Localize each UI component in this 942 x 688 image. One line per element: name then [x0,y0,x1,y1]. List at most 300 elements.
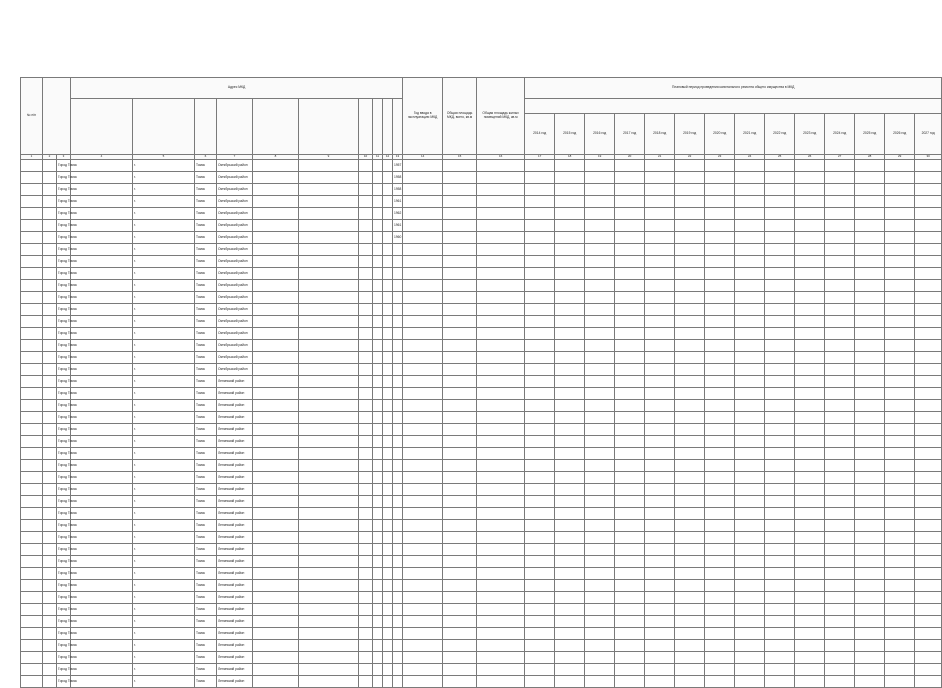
plan-period-cell [735,376,765,388]
settlement-cell [71,328,133,340]
plan-period-cell [885,340,915,352]
locality-cell: Томск [195,412,217,424]
plan-period-cell [675,460,705,472]
locality-type-cell: г. [133,520,195,532]
settlement-cell [71,208,133,220]
row-number-cell [21,460,43,472]
row-number-cell [21,640,43,652]
plan-period-cell [915,616,942,628]
column-number: 11 [373,155,383,160]
house-id-cell [43,460,57,472]
living-area-cell [443,160,477,172]
living-area-cell [443,616,477,628]
plan-period-cell [765,628,795,640]
plan-period-cell [477,592,525,604]
plan-period-cell [795,376,825,388]
plan-period-cell [645,640,675,652]
year-built-cell [393,532,403,544]
plan-period-cell [555,664,585,676]
plan-period-cell [477,232,525,244]
plan-period-cell [645,664,675,676]
house-id-cell [43,424,57,436]
row-number-cell [21,604,43,616]
plan-period-cell [585,484,615,496]
municipality-cell: Город Томск [57,628,71,640]
plan-period-cell [735,316,765,328]
house-number-cell [253,412,299,424]
plan-period-cell [477,628,525,640]
district-cell: Ленинский район [217,604,253,616]
district-cell: Ленинский район [217,424,253,436]
district-cell: Октябрьский район [217,256,253,268]
locality-cell: Томск [195,424,217,436]
liter-cell [373,400,383,412]
plan-period-cell [645,508,675,520]
house-id-cell [43,376,57,388]
korpus-cell [299,532,359,544]
plan-period-cell [525,676,555,688]
municipality-cell: Город Томск [57,580,71,592]
total-area-cell [403,496,443,508]
living-area-cell [443,544,477,556]
district-cell: Ленинский район [217,616,253,628]
table-row [21,160,942,172]
plan-period-cell [555,652,585,664]
locality-type-cell: г. [133,436,195,448]
district-cell: Ленинский район [217,580,253,592]
plan-period-cell [477,328,525,340]
plan-period-cell [525,412,555,424]
plan-period-cell [705,196,735,208]
plan-period-cell [765,340,795,352]
korpus-cell [299,328,359,340]
plan-period-cell [795,256,825,268]
total-area-cell [403,232,443,244]
total-area-cell [403,388,443,400]
year-built-cell: 1961 [393,220,403,232]
plan-period-cell [585,556,615,568]
plan-period-cell [525,196,555,208]
plan-period-cell [615,532,645,544]
plan-period-cell [705,244,735,256]
korpus-cell [299,472,359,484]
plan-period-cell [555,172,585,184]
plan-period-cell [675,352,705,364]
plan-period-cell [705,484,735,496]
plan-period-cell [555,364,585,376]
register-table-container [20,77,935,688]
plan-period-cell [765,544,795,556]
liter-cell [373,532,383,544]
plan-period-cell [477,268,525,280]
liter-cell [373,304,383,316]
plan-period-cell [885,220,915,232]
plan-period-cell [585,532,615,544]
house-number-cell [253,640,299,652]
living-area-cell [443,424,477,436]
locality-type-cell: г. [133,616,195,628]
plan-period-cell [765,208,795,220]
plan-period-cell [795,556,825,568]
plan-period-cell [765,652,795,664]
locality-type-cell: г. [133,412,195,424]
plan-period-cell [675,556,705,568]
plan-period-cell [825,304,855,316]
plan-period-cell [555,352,585,364]
plan-period-cell [645,436,675,448]
locality-type-cell: г. [133,676,195,688]
korpus-cell [299,280,359,292]
plan-period-cell [825,640,855,652]
plan-period-cell [735,292,765,304]
building-cell [359,268,373,280]
street-cell [383,268,393,280]
plan-period-cell [825,244,855,256]
building-cell [359,532,373,544]
district-cell: Ленинский район [217,508,253,520]
living-area-cell [443,316,477,328]
plan-period-cell [795,544,825,556]
plan-period-cell [675,532,705,544]
korpus-cell [299,520,359,532]
locality-type-cell: г. [133,256,195,268]
house-id-cell [43,328,57,340]
col-locality-type-header [195,99,217,155]
table-row [21,196,942,208]
plan-period-cell [585,448,615,460]
table-row [21,292,942,304]
plan-period-cell [645,196,675,208]
liter-cell [373,352,383,364]
table-row [21,664,942,676]
plan-period-cell [855,208,885,220]
plan-period-cell [555,592,585,604]
plan-period-cell [675,280,705,292]
year-built-cell [393,244,403,256]
living-area-cell [443,448,477,460]
table-row [21,208,942,220]
plan-period-cell [915,676,942,688]
house-id-cell [43,172,57,184]
plan-period-cell [615,484,645,496]
plan-period-cell [885,232,915,244]
street-cell [383,292,393,304]
settlement-cell [71,544,133,556]
plan-period-cell [477,640,525,652]
plan-period-cell [765,616,795,628]
district-cell: Ленинский район [217,496,253,508]
plan-period-cell [645,316,675,328]
plan-period-cell [675,484,705,496]
house-id-cell [43,520,57,532]
col-district-header [253,99,299,155]
building-cell [359,328,373,340]
korpus-cell [299,388,359,400]
plan-period-cell [525,532,555,544]
plan-period-cell [555,184,585,196]
table-row [21,568,942,580]
district-cell: Ленинский район [217,460,253,472]
house-number-cell [253,244,299,256]
plan-period-cell [585,316,615,328]
living-area-cell [443,172,477,184]
plan-period-cell [735,676,765,688]
locality-cell: Томск [195,460,217,472]
plan-period-cell [735,352,765,364]
house-id-cell [43,352,57,364]
house-id-cell [43,580,57,592]
korpus-cell [299,208,359,220]
plan-period-cell [477,184,525,196]
plan-period-cell [855,232,885,244]
total-area-cell [403,364,443,376]
plan-period-cell [795,676,825,688]
living-area-cell [443,532,477,544]
plan-period-cell [855,676,885,688]
plan-period-cell [477,400,525,412]
year-built-cell [393,484,403,496]
plan-period-cell [705,508,735,520]
locality-cell: Томск [195,220,217,232]
plan-period-cell [645,340,675,352]
liter-cell [373,424,383,436]
total-area-cell [403,556,443,568]
plan-period-cell [855,472,885,484]
plan-period-cell [765,436,795,448]
house-number-cell [253,664,299,676]
korpus-cell [299,508,359,520]
plan-period-cell [645,496,675,508]
building-cell [359,280,373,292]
municipality-cell: Город Томск [57,196,71,208]
row-number-cell [21,580,43,592]
house-id-cell [43,184,57,196]
plan-period-cell [855,172,885,184]
plan-period-cell [555,280,585,292]
plan-period-cell [795,184,825,196]
municipality-cell: Город Томск [57,280,71,292]
plan-period-cell [675,304,705,316]
plan-period-cell [765,232,795,244]
plan-period-cell [825,532,855,544]
plan-period-cell [555,556,585,568]
plan-period-cell [585,496,615,508]
settlement-cell [71,280,133,292]
living-area-cell [443,268,477,280]
plan-period-cell [825,436,855,448]
column-number: 6 [195,155,217,160]
plan-period-cell [705,160,735,172]
locality-type-cell: г. [133,544,195,556]
plan-period-cell [525,496,555,508]
plan-period-cell [585,472,615,484]
house-id-cell [43,400,57,412]
building-cell [359,520,373,532]
plan-period-cell [585,376,615,388]
table-row [21,436,942,448]
district-cell: Октябрьский район [217,304,253,316]
building-cell [359,604,373,616]
locality-cell: Томск [195,484,217,496]
house-number-cell [253,652,299,664]
plan-period-cell [765,352,795,364]
liter-cell [373,160,383,172]
locality-cell: Томск [195,652,217,664]
street-cell [383,256,393,268]
district-cell: Ленинский район [217,640,253,652]
plan-period-cell [525,376,555,388]
column-number: 3 [57,155,71,160]
plan-period-cell [825,424,855,436]
year-built-cell [393,292,403,304]
plan-period-cell [675,244,705,256]
table-row [21,304,942,316]
plan-period-cell [555,268,585,280]
plan-period-cell [645,652,675,664]
municipality-cell: Город Томск [57,460,71,472]
plan-period-cell [825,496,855,508]
table-row [21,556,942,568]
plan-period-cell [675,376,705,388]
total-area-cell [403,532,443,544]
plan-period-cell [885,208,915,220]
house-number-cell [253,532,299,544]
plan-period-cell [765,496,795,508]
column-number: 29 [885,155,915,160]
locality-cell: Томск [195,376,217,388]
settlement-cell [71,508,133,520]
municipality-cell: Город Томск [57,268,71,280]
plan-period-cell [705,616,735,628]
column-number: 16 [477,155,525,160]
plan-period-cell [555,376,585,388]
plan-period-cell [915,652,942,664]
year-built-cell: 1957 [393,160,403,172]
table-row [21,448,942,460]
living-area-cell [443,556,477,568]
locality-type-cell: г. [133,172,195,184]
plan-period-cell [615,376,645,388]
municipality-cell: Город Томск [57,292,71,304]
municipality-cell: Город Томск [57,556,71,568]
plan-period-cell [855,352,885,364]
period-header: 2026 год [885,114,915,155]
locality-cell: Томск [195,592,217,604]
plan-period-cell [795,496,825,508]
plan-period-cell [675,424,705,436]
plan-period-cell [915,184,942,196]
house-id-cell [43,568,57,580]
plan-period-cell [825,280,855,292]
plan-period-cell [705,340,735,352]
address-group-header: Адрес МКД [71,78,403,99]
plan-period-cell [555,208,585,220]
living-area-cell [443,232,477,244]
plan-period-cell [825,184,855,196]
table-row [21,376,942,388]
plan-period-cell [525,436,555,448]
building-cell [359,400,373,412]
plan-period-cell [885,316,915,328]
plan-period-cell [675,328,705,340]
period-header: 2027 год [915,114,942,155]
year-built-cell [393,436,403,448]
house-id-cell [43,208,57,220]
settlement-cell [71,304,133,316]
plan-period-cell [765,508,795,520]
plan-period-cell [477,376,525,388]
plan-period-cell [585,292,615,304]
plan-period-cell [525,664,555,676]
plan-period-cell [585,544,615,556]
plan-period-cell [585,232,615,244]
building-cell [359,352,373,364]
column-number: 25 [765,155,795,160]
plan-period-cell [795,592,825,604]
row-number-cell [21,508,43,520]
municipality-cell: Город Томск [57,328,71,340]
municipality-cell: Город Томск [57,592,71,604]
plan-period-cell [705,556,735,568]
plan-period-cell [885,520,915,532]
plan-period-cell [765,328,795,340]
settlement-cell [71,412,133,424]
total-area-cell [403,592,443,604]
district-cell: Октябрьский район [217,364,253,376]
row-number-cell [21,484,43,496]
plan-period-cell [615,640,645,652]
row-number-cell [21,172,43,184]
year-built-cell [393,652,403,664]
plan-period-cell [855,196,885,208]
table-row [21,388,942,400]
korpus-cell [299,580,359,592]
plan-period-cell [825,268,855,280]
col-area-header: Общая площадь МКД, всего, кв.м [443,78,477,155]
house-id-cell [43,640,57,652]
year-built-cell [393,640,403,652]
total-area-cell [403,172,443,184]
korpus-cell [299,664,359,676]
house-id-cell [43,484,57,496]
plan-period-cell [765,268,795,280]
plan-period-cell [765,472,795,484]
street-cell [383,616,393,628]
column-number: 24 [735,155,765,160]
total-area-cell [403,472,443,484]
building-cell [359,220,373,232]
house-number-cell [253,592,299,604]
plan-period-cell [915,484,942,496]
plan-period-cell [705,592,735,604]
district-cell: Ленинский район [217,568,253,580]
plan-period-cell [645,244,675,256]
table-row [21,424,942,436]
plan-period-cell [525,268,555,280]
plan-period-cell [585,436,615,448]
settlement-cell [71,676,133,688]
living-area-cell [443,196,477,208]
plan-period-cell [585,388,615,400]
plan-period-cell [675,184,705,196]
plan-period-cell [555,412,585,424]
plan-period-cell [795,160,825,172]
plan-period-cell [615,220,645,232]
plan-period-cell [885,424,915,436]
settlement-cell [71,604,133,616]
total-area-cell [403,508,443,520]
table-row [21,592,942,604]
